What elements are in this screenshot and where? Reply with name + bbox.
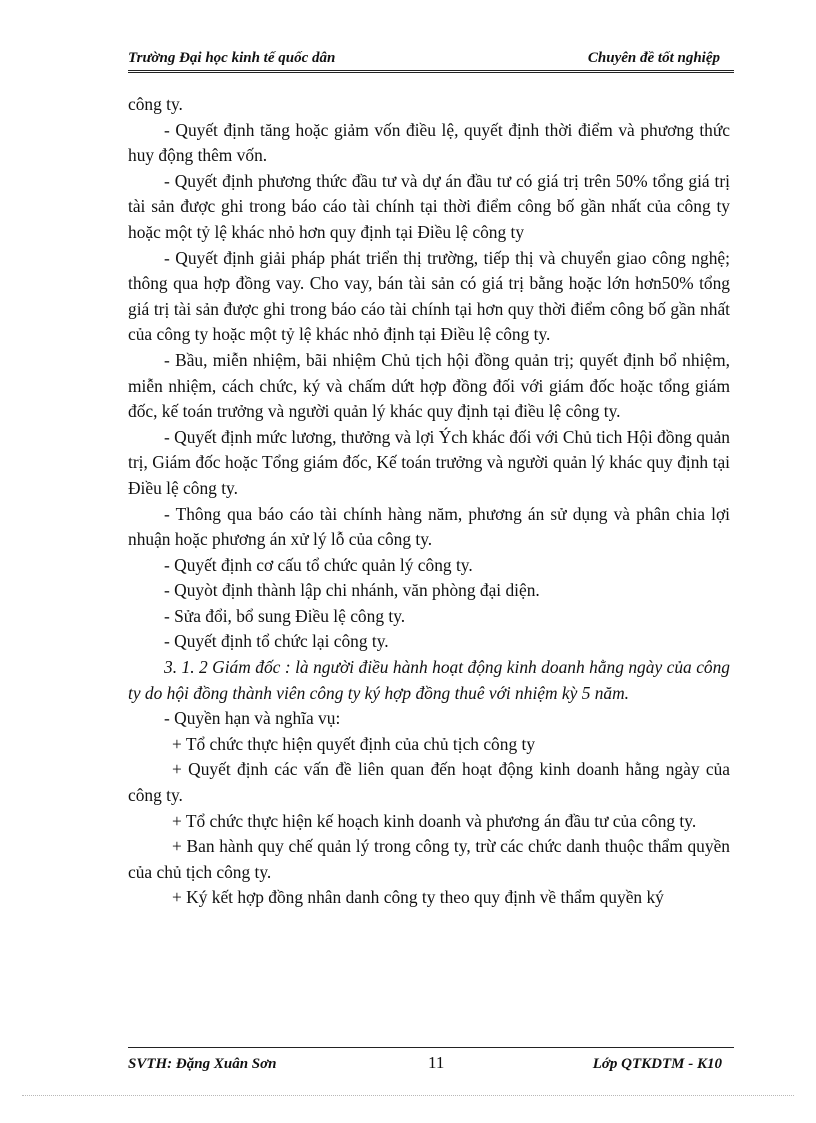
paragraph: - Quyết định mức lương, thưởng và lợi Ých khác đối với Chủ tich Hội đồng quản trị, Giám đốc hoặc Tổng giám đốc, Kế toán trưởng và người quản lý khác quy định tại Điều lệ công ty. <box>128 426 730 498</box>
footer-class: Lớp QTKDTM - K10 <box>592 1056 722 1072</box>
list-item: + Ký kết hợp đồng nhân danh công ty theo quy định về thẩm quyền ký <box>172 887 664 908</box>
paragraph: - Thông qua báo cáo tài chính hàng năm, phương án sử dụng và phân chia lợi nhuận hoặc phương án xử lý lỗ của công ty. <box>128 503 730 550</box>
paragraph: - Quyết định tăng hoặc giảm vốn điều lệ, quyết định thời điểm và phương thức huy động thêm vốn. <box>128 119 730 166</box>
page-header <box>128 46 734 73</box>
list-item: + Tổ chức thực hiện kế hoạch kinh doanh và phương án đầu tư của công ty. <box>172 810 697 831</box>
footer-student: SVTH: Đặng Xuân Sơn <box>128 1056 277 1072</box>
page-number: 11 <box>428 1053 445 1072</box>
page-bottom-divider <box>22 1095 794 1096</box>
paragraph: công ty. <box>128 94 183 114</box>
paragraph: - Quyết định cơ cấu tổ chức quản lý công ty. <box>164 554 473 575</box>
paragraph: - Sửa đổi, bổ sung Điều lệ công ty. <box>164 605 406 626</box>
paragraph: - Quyết định phương thức đầu tư và dự án đầu tư có giá trị trên 50% tổng giá trị tài sản được ghi trong báo cáo tài chính tại thời điểm công bố gần nhất của công ty hoặc một tỷ lệ khác nhỏ hơn quy định tại Điều lệ công ty <box>128 170 730 242</box>
paragraph: - Quyết định tổ chức lại công ty. <box>164 631 389 652</box>
header-school: Trường Đại học kinh tế quốc dân <box>128 50 336 66</box>
paragraph: - Bầu, miễn nhiệm, bãi nhiệm Chủ tịch hội đồng quản trị; quyết định bổ nhiệm, miễn nhiệm, cách chức, ký và chấm dứt hợp đồng đối với giám đốc hoặc tổng giám đốc, kế toán trưởng và người quản lý khác quy định tại điều lệ công ty. <box>128 349 730 422</box>
paragraph: - Quyết định giải pháp phát triển thị trường, tiếp thị và chuyển giao công nghệ; thông qua hợp đồng vay. Cho vay, bán tài sản có giá trị bằng hoặc lớn hơn50% tổng giá trị tài sản được ghi trong báo cáo tài chính tại hơn quy thời điểm công bố gần nhất của công ty hoặc một tỷ lệ khác nhỏ định tại Điều lệ công ty. <box>128 247 730 345</box>
list-item: + Ban hành quy chế quản lý trong công ty, trừ các chức danh thuộc thẩm quyền của chủ tịch công ty. <box>128 836 730 882</box>
paragraph: - Quyòt định thành lập chi nhánh, văn phòng đại diện. <box>164 580 540 601</box>
list-item: + Tổ chức thực hiện quyết định của chủ tịch công ty <box>172 733 536 754</box>
page-content <box>128 92 730 911</box>
page-footer <box>128 1047 734 1074</box>
header-doc-type: Chuyên đề tốt nghiệp <box>587 50 720 66</box>
list-item: + Quyết định các vấn đề liên quan đến hoạt động kinh doanh hằng ngày của công ty. <box>128 759 730 806</box>
section-heading: 3. 1. 2 Giám đốc : là người điều hành hoạt động kinh doanh hằng ngày của công ty do hội đồng thành viên công ty ký hợp đồng thuê với nhiệm kỳ 5 năm. <box>128 657 730 703</box>
paragraph: - Quyền hạn và nghĩa vụ: <box>164 708 341 729</box>
